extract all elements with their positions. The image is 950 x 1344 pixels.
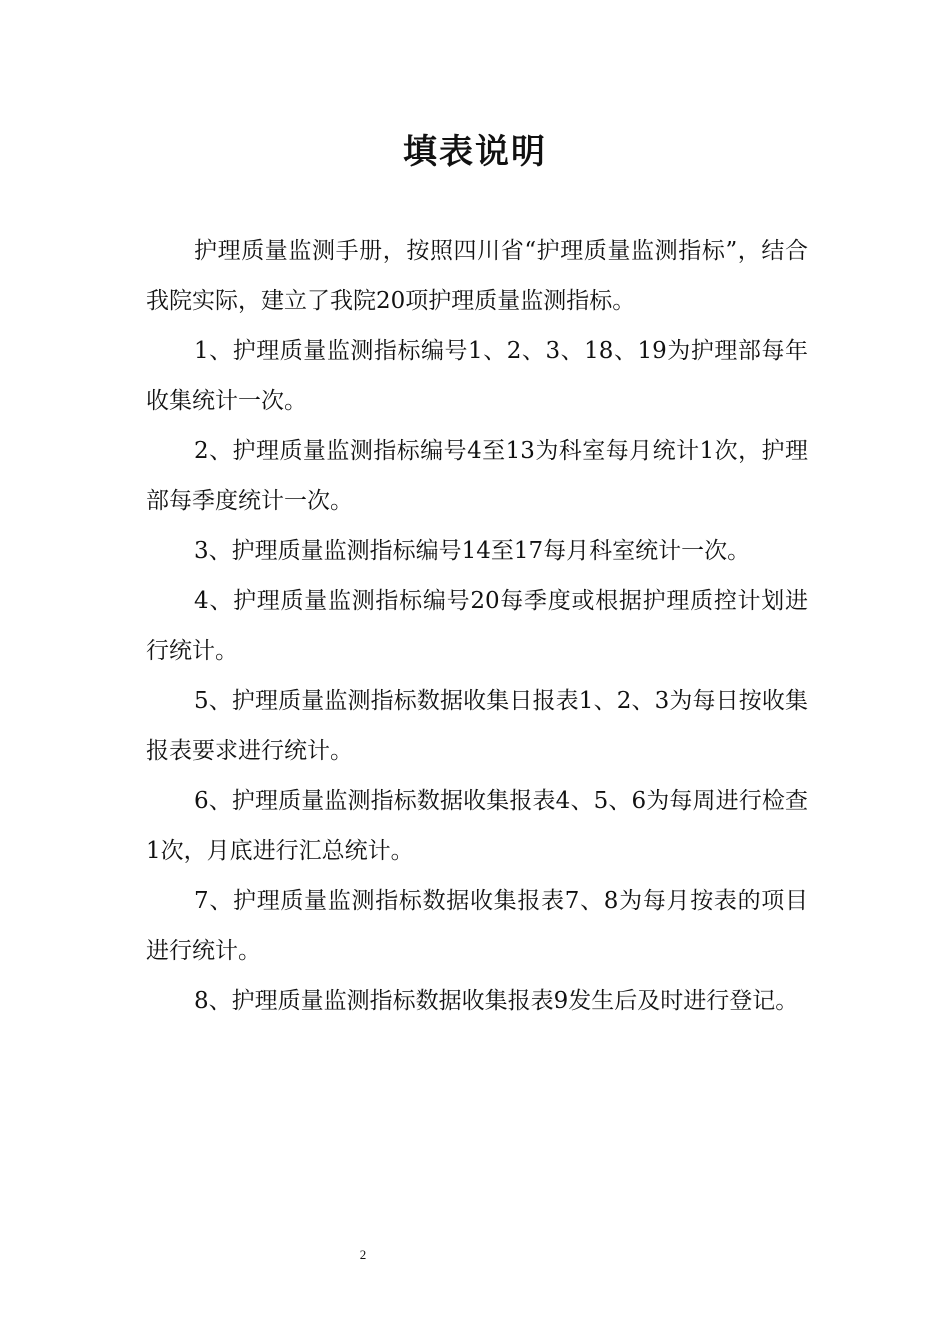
- item-paragraph-2: 2、护理质量监测指标编号4至13为科室每月统计1次，护理部每季度统计一次。: [146, 438, 808, 514]
- item-paragraph-4: 4、护理质量监测指标编号20每季度或根据护理质控计划进行统计。: [146, 588, 808, 664]
- item-paragraph-7: 7、护理质量监测指标数据收集报表7、8为每月按表的项目进行统计。: [146, 888, 808, 964]
- page-number: 2: [359, 1247, 367, 1262]
- item-paragraph-3: 3、护理质量监测指标编号14至17每月科室统计一次。: [194, 538, 751, 564]
- item-paragraph-5: 5、护理质量监测指标数据收集日报表1、2、3为每日按收集报表要求进行统计。: [146, 688, 808, 764]
- item-paragraph-8: 8、护理质量监测指标数据收集报表9发生后及时进行登记。: [194, 988, 799, 1014]
- item-paragraph-1: 1、护理质量监测指标编号1、2、3、18、19为护理部每年收集统计一次。: [146, 338, 808, 414]
- document-body: [146, 226, 808, 1026]
- document-title: 填表说明: [403, 132, 547, 172]
- item-paragraph-6: 6、护理质量监测指标数据收集报表4、5、6为每周进行检查1次，月底进行汇总统计。: [146, 788, 808, 864]
- intro-paragraph: 护理质量监测手册，按照四川省“护理质量监测指标”，结合我院实际，建立了我院20项护理质量监测指标。: [146, 238, 808, 314]
